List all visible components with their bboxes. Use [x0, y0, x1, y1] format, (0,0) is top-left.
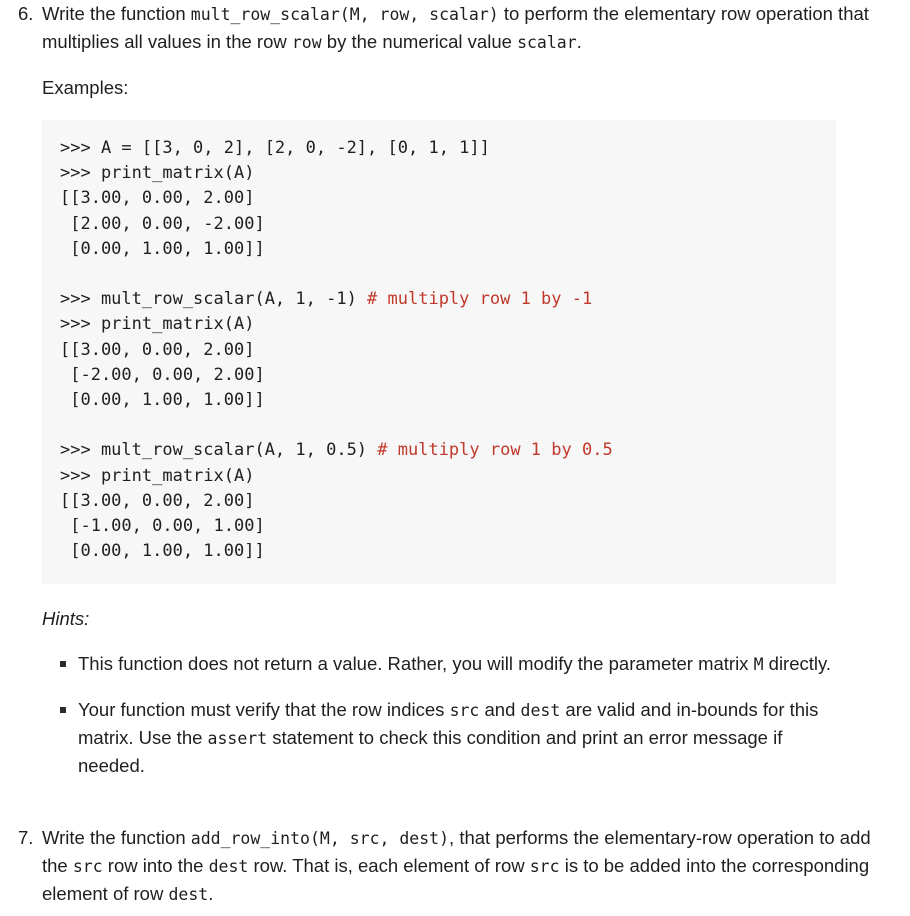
- code-line: [[3.00, 0.00, 2.00]: [60, 490, 255, 511]
- code-line: >>> print_matrix(A): [60, 163, 255, 184]
- code-text: [60, 136, 613, 564]
- item-6: [18, 0, 878, 56]
- code-line: [-2.00, 0.00, 2.00]: [60, 364, 265, 385]
- item-6-number: 6.: [18, 3, 34, 24]
- code-line: >>> mult_row_scalar(A, 1, 0.5): [60, 440, 378, 461]
- hints-label: Hints:: [42, 608, 90, 629]
- code-line: [2.00, 0.00, -2.00]: [60, 213, 265, 234]
- code-line: [[3.00, 0.00, 2.00]: [60, 339, 255, 360]
- code-line: [-1.00, 0.00, 1.00]: [60, 516, 265, 537]
- item-6-text: Write the function mult_row_scalar(M, row, scalar) to perform the elementary row operation that multiplies all values in the row row by the numerical value scalar.: [42, 3, 869, 52]
- bullet-icon: [60, 707, 66, 713]
- code-comment: # multiply row 1 by 0.5: [377, 440, 613, 461]
- function-signature: add_row_into(M, src, dest): [190, 829, 450, 848]
- examples-label: Examples:: [42, 77, 129, 98]
- code-example-block: [42, 120, 836, 584]
- code-line: >>> print_matrix(A): [60, 314, 255, 335]
- hint-item: This function does not return a value. Rather, you will modify the parameter matrix M directly.: [42, 650, 842, 678]
- bullet-icon: [60, 661, 66, 667]
- code-line: [[3.00, 0.00, 2.00]: [60, 188, 255, 209]
- hint-item: Your function must verify that the row indices src and dest are valid and in-bounds for this matrix. Use the assert statement to check this condition and print an error message if needed.: [42, 696, 842, 779]
- code-line: >>> A = [[3, 0, 2], [2, 0, -2], [0, 1, 1]]: [60, 138, 490, 158]
- code-line: >>> mult_row_scalar(A, 1, -1): [60, 289, 368, 310]
- code-line: [0.00, 1.00, 1.00]]: [60, 390, 265, 411]
- item-7-text: Write the function add_row_into(M, src, dest), that performs the elementary-row operation to add the src row into the dest row. That is, each element of row src is to be added into the corresponding element of row dest.: [42, 827, 871, 904]
- code-line: >>> print_matrix(A): [60, 465, 255, 486]
- item-7: [18, 824, 878, 908]
- item-7-number: 7.: [18, 827, 34, 848]
- code-line: [0.00, 1.00, 1.00]]: [60, 541, 265, 562]
- hints-list: [42, 650, 842, 797]
- code-comment: # multiply row 1 by -1: [367, 289, 593, 310]
- code-line: [0.00, 1.00, 1.00]]: [60, 238, 265, 259]
- function-signature: mult_row_scalar(M, row, scalar): [190, 5, 499, 24]
